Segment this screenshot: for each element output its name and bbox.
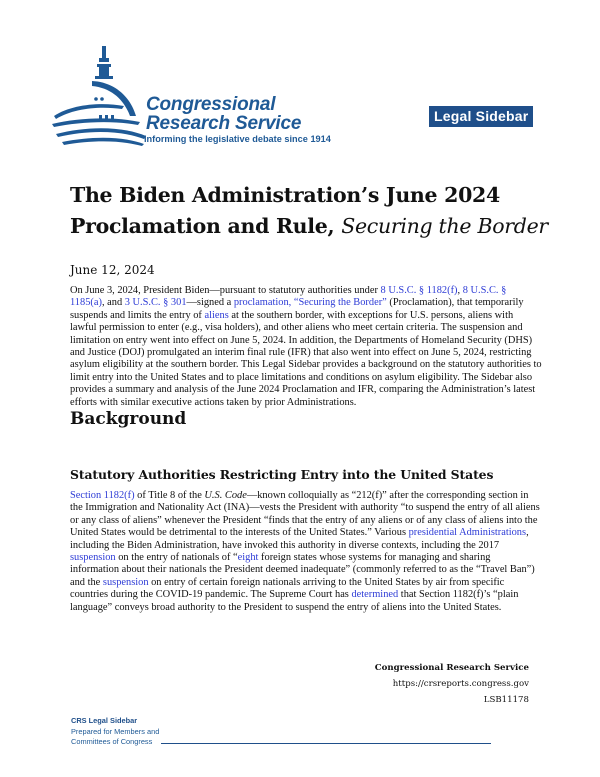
paragraph-text: , and bbox=[101, 297, 125, 309]
statutory-paragraph bbox=[70, 490, 542, 614]
wordmark-line1: Congressional bbox=[146, 94, 276, 115]
paragraph-text: of Title 8 of the bbox=[134, 490, 205, 501]
subsection-heading: Statutory Authorities Restricting Entry into the United States bbox=[70, 467, 494, 482]
italic-text: U.S. Code bbox=[204, 490, 247, 501]
paragraph-text: , bbox=[457, 285, 463, 296]
publication-date: June 12, 2024 bbox=[70, 263, 155, 277]
inline-link[interactable]: aliens bbox=[204, 309, 229, 321]
footer-org: Congressional Research Service bbox=[374, 663, 529, 673]
paragraph-text: at the southern border, with exceptions for U.S. persons, aliens with lawful permission to enter (e.g., visa holders), and other aliens who meet certain criteria. The suspension and limitation on entry went into effect on June 5, 2024. In addition, the Departments of Homeland Security (DHS) and Justice (DOJ) promulgated an interim final rule (IFR) that also went into effect on June 5, 2024, restricting asylum eligibility at the southern border. This Legal Sidebar provides a background on the statutory authorities to limit entry into the United States and to place limitations and conditions on asylum eligibility. The Sidebar also provides a summary and analysis of the June 2024 Proclamation and IFR, comparing the Administration’s latest efforts with similar executive actions taken by prior Administrations. bbox=[70, 309, 542, 408]
paragraph-text: (Proclamation), that temporarily suspends and limits the entry of bbox=[70, 297, 524, 321]
inline-link[interactable]: suspension bbox=[70, 552, 116, 564]
wordmark-line2: Research Service bbox=[146, 113, 302, 134]
prepared-line2: Committees of Congress bbox=[71, 737, 153, 746]
intro-paragraph bbox=[70, 285, 542, 409]
inline-link[interactable]: proclamation, “Securing the Border” bbox=[233, 297, 387, 309]
footer-url[interactable]: https://crsreports.congress.gov bbox=[392, 679, 529, 689]
section-heading-background: Background bbox=[70, 409, 187, 429]
title-main: The Biden Administration’s June 2024 Proclamation and Rule, bbox=[70, 183, 500, 238]
series-label: CRS Legal Sidebar bbox=[71, 716, 138, 725]
paragraph-text: , including the Biden Administration, have invoked this authority in diverse contexts, including the 2017 bbox=[70, 527, 529, 551]
inline-link[interactable]: 8 U.S.C. § 1185(a) bbox=[70, 285, 507, 309]
inline-link[interactable]: determined bbox=[351, 589, 399, 601]
inline-link[interactable]: Section 1182(f) bbox=[70, 490, 135, 501]
paragraph-text: —signed a bbox=[186, 297, 234, 309]
document-title bbox=[70, 180, 550, 242]
footer-divider bbox=[161, 743, 491, 744]
inline-link[interactable]: eight bbox=[237, 552, 259, 564]
title-italic: Securing the Border bbox=[341, 214, 548, 238]
crs-footer-block bbox=[375, 660, 529, 708]
paragraph-text: foreign states whose systems for managing and sharing information about their nationals the President deemed inadequate” (commonly referred to as the “Travel Ban”) and the bbox=[70, 552, 535, 588]
bottom-series-block bbox=[71, 716, 159, 748]
inline-link[interactable]: suspension bbox=[102, 576, 149, 588]
inline-link[interactable]: 3 U.S.C. § 301 bbox=[124, 297, 187, 309]
crs-wordmark bbox=[146, 95, 301, 133]
paragraph-text: on the entry of nationals of “ bbox=[115, 552, 238, 564]
paragraph-text: that Section 1182(f)’s “plain language” conveys broad authority to the President to suspend the entry of aliens into the United States. bbox=[70, 589, 519, 613]
wordmark-tagline: Informing the legislative debate since 1914 bbox=[144, 134, 331, 144]
inline-link[interactable]: presidential Administrations bbox=[408, 527, 527, 539]
footer-report-id: LSB11178 bbox=[483, 695, 529, 705]
inline-link[interactable]: 8 U.S.C. § 1182(f) bbox=[380, 285, 458, 296]
prepared-line1: Prepared for Members and bbox=[71, 726, 160, 736]
legal-sidebar-badge: Legal Sidebar bbox=[429, 106, 533, 127]
paragraph-text: on entry of certain foreign nationals arriving to the United States by air from specific countries during the COVID-19 pandemic. The Supreme Court has bbox=[70, 576, 505, 601]
paragraph-text: On June 3, 2024, President Biden—pursuant to statutory authorities under bbox=[70, 285, 381, 296]
paragraph-text: —known colloquially as “212(f)” after the corresponding section in the Immigration and Nationality Act (INA)—vests the President with authority “to suspend the entry of all aliens or any class of aliens” whenever the President “finds that the entry of any aliens or of any class of aliens into the United States would be detrimental to the interests of the United States.” Various bbox=[70, 490, 540, 539]
